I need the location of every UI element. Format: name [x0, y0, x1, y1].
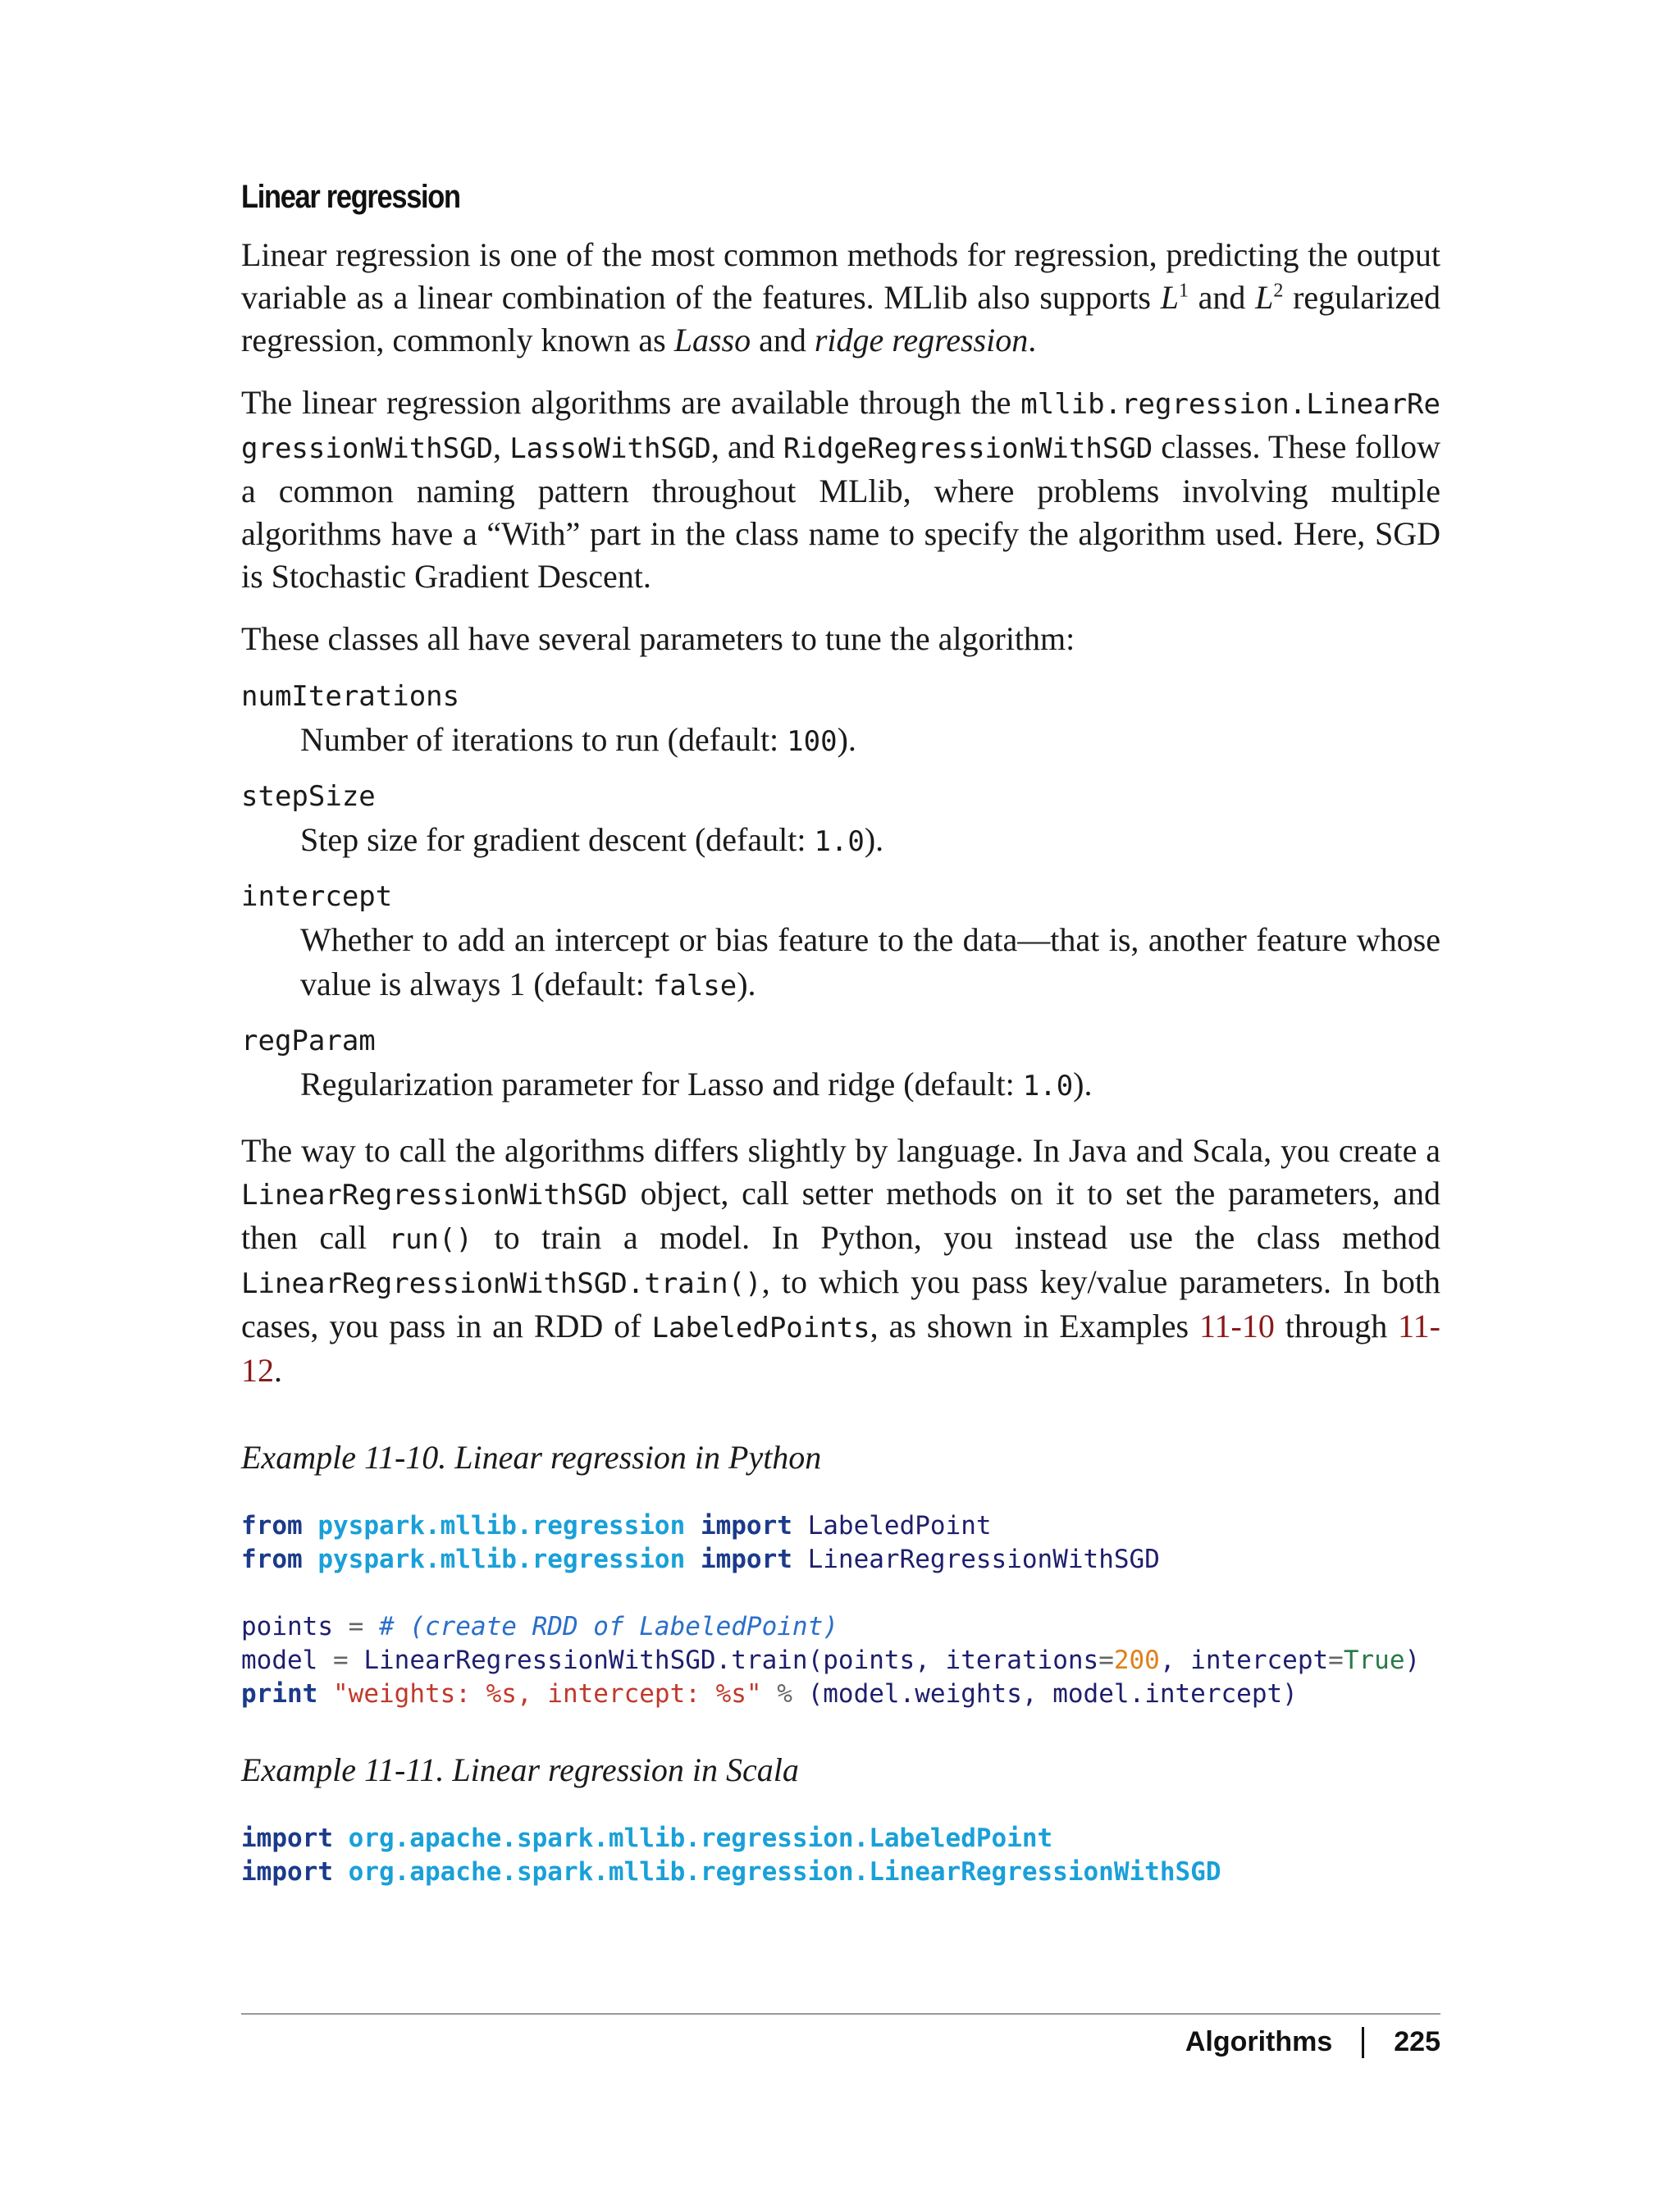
example-link-11-10[interactable]: 11-10: [1198, 1308, 1275, 1344]
param-name: stepSize: [241, 780, 376, 813]
paragraph-params-intro: These classes all have several parameters to tune the algorithm:: [241, 620, 1075, 657]
parameter-list: [241, 680, 1440, 1108]
section-title: Linear regression: [241, 179, 460, 215]
page-content: [241, 164, 1440, 1922]
param-name: intercept: [241, 880, 393, 913]
paragraph-classes: The linear regression algorithms are available through the mllib.regression.LinearRegressionWithSGD, LassoWithSGD, and RidgeRegressionWithSGD classes. These follow a common naming pattern throughout MLlib, where problems involving multiple algorithms have a “With” part in the class name to specify the algorithm used. Here, SGD is Stochastic Gradient Descent.: [241, 384, 1440, 595]
footer-divider: [241, 2013, 1440, 2015]
example-link-11-12[interactable]: 11-12: [241, 1308, 1440, 1389]
paragraph-usage: The way to call the algorithms differs slightly by language. In Java and Scala, you create a LinearRegressionWithSGD object, call setter methods on it to set the parameters, and then call run() to train a model. In Python, you instead use the class method LinearRegressionWithSGD.train(), to which you pass key/value parameters. In both cases, you pass in an RDD of LabeledPoints, as shown in Examples 11-10 through 11-12.: [241, 1132, 1440, 1389]
footer-chapter: Algorithms: [1185, 2026, 1333, 2057]
footer-separator: [1362, 2027, 1364, 2058]
paragraph-intro: Linear regression is one of the most common methods for regression, predicting the output variable as a linear combination of the features. MLlib also supports $L^1$ and $L^2$ regularized regression, commonly known as Lasso and ridge regression.: [241, 236, 1440, 358]
page-number: 225: [1394, 2026, 1440, 2057]
example-title-scala: Example 11-11. Linear regression in Scala: [241, 1751, 799, 1788]
param-desc: Whether to add an intercept or bias feature to the data—that is, another feature whose value is always 1 (default: false).: [300, 921, 1440, 1002]
code-block-scala: import org.apache.spark.mllib.regression.LabeledPoint import org.apache.spark.mllib.regression.LinearRegressionWithSGD: [241, 1824, 1221, 1887]
page-footer: [1185, 2026, 1440, 2058]
param-name: numIterations: [241, 680, 460, 713]
param-desc: Step size for gradient descent (default: 1.0).: [300, 821, 884, 858]
param-desc: Number of iterations to run (default: 100).: [300, 721, 856, 758]
code-block-python: from pyspark.mllib.regression import LabeledPoint from pyspark.mllib.regression import LinearRegressionWithSGD points = # (create RDD of LabeledPoint) model = LinearRegressionWithSGD.train(points, iterations=200, intercept=True) print "weights: %s, intercept: %s" % (model.weights, model.intercept): [241, 1511, 1421, 1709]
param-desc: Regularization parameter for Lasso and ridge (default: 1.0).: [300, 1066, 1093, 1102]
param-name: regParam: [241, 1025, 376, 1057]
example-title-python: Example 11-10. Linear regression in Python: [241, 1439, 822, 1476]
